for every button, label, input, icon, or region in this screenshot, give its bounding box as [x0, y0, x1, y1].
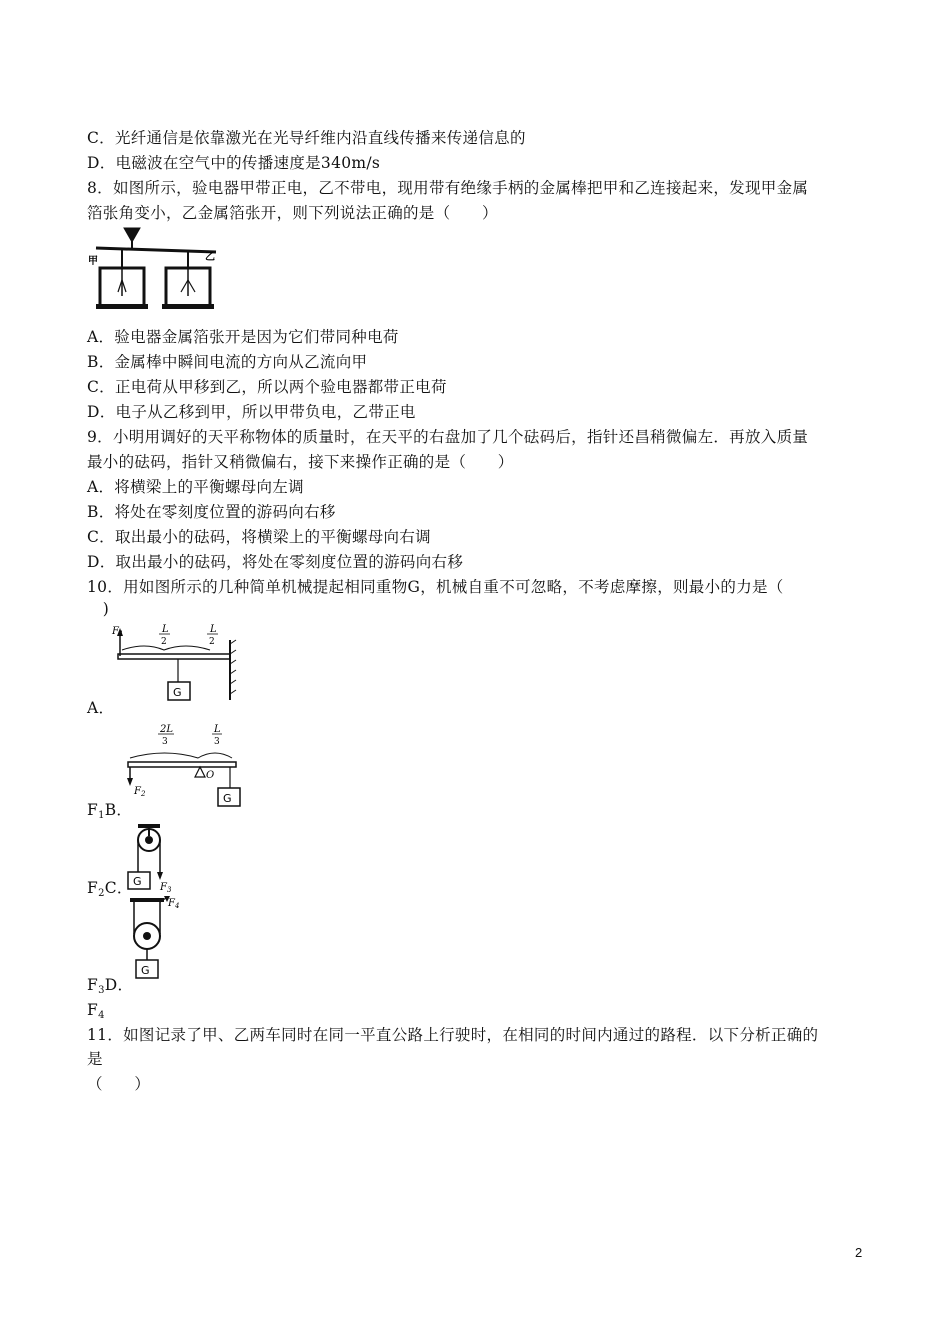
svg-text:F3 [159, 882, 172, 892]
weight-g-d: G [141, 964, 150, 977]
page-number: 2 [855, 1245, 863, 1260]
pulley-figure-c [124, 822, 184, 892]
force-f3-label: F [160, 882, 167, 892]
q9-option-b: B．将处在零刻度位置的游码向右移 [87, 503, 336, 521]
weight-g-c: G [133, 875, 142, 888]
f2-label: F [87, 879, 99, 897]
force-f4-label: F [168, 898, 175, 909]
q8-option-c: C．正电荷从甲移到乙，所以两个验电器都带正电荷 [87, 378, 447, 396]
half-num-1: L [162, 624, 169, 635]
right-den: 3 [214, 737, 220, 747]
option-c: C． [104, 879, 133, 897]
left-num: 2L [160, 724, 174, 735]
q10-stem-line2: ) [87, 600, 110, 618]
q10-f4-label [87, 1000, 105, 1026]
force-f4-sub: 4 [174, 902, 180, 910]
force-f1-label: F [112, 626, 119, 637]
f4-sub: 4 [98, 1010, 105, 1021]
q10-option-d-label [87, 975, 133, 1001]
half-num-2: L [210, 624, 217, 635]
label-jia: 甲 [88, 256, 98, 267]
lever-figure-a [110, 620, 240, 704]
q9-option-a: A．将横梁上的平衡螺母向左调 [87, 478, 304, 496]
force-f2-sub: 2 [140, 790, 146, 798]
left-den: 3 [162, 737, 168, 747]
q8-option-d: D．电子从乙移到甲，所以甲带负电，乙带正电 [87, 403, 416, 421]
f2-sub: 2 [98, 888, 105, 899]
q9-stem-line2: 最小的砝码，指针又稍微偏右，接下来操作正确的是（ ） [87, 453, 514, 471]
q8-option-b: B．金属棒中瞬间电流的方向从乙流向甲 [87, 353, 368, 371]
half-den-1: 2 [161, 637, 167, 647]
label-yi: 乙 [205, 252, 215, 263]
electroscope-figure [88, 226, 220, 314]
q9-stem-line1: 9．小明用调好的天平称物体的质量时，在天平的右盘加了几个砝码后，指针还昌稍微偏左．再放入质量 [87, 428, 809, 446]
f3-sub: 3 [98, 985, 105, 996]
force-f1-sub: 1 [118, 630, 124, 638]
option-d: D． [104, 976, 134, 994]
option-b: B． [104, 801, 133, 819]
q10-option-a-label: A． [87, 699, 115, 717]
weight-g-a: G [173, 686, 182, 699]
svg-text:F2 [133, 786, 146, 798]
pivot-o: O [206, 770, 215, 781]
q8-stem-line1: 8．如图所示，验电器甲带正电，乙不带电，现用带有绝缘手柄的金属棒把甲和乙连接起来，发现甲金属 [87, 179, 809, 197]
force-f2-label: F [134, 786, 141, 797]
f1-label: F [87, 801, 99, 819]
lever-figure-b [120, 720, 245, 812]
pulley-figure-d [124, 896, 184, 986]
f3-label: F [87, 976, 99, 994]
q7-option-c: C．光纤通信是依靠激光在光导纤维内沿直线传播来传递信息的 [87, 129, 526, 147]
q11-stem-line1: 11．如图记录了甲、乙两车同时在同一平直公路上行驶时，在相同的时间内通过的路程．以下分析正确的 [87, 1026, 819, 1044]
q7-option-d: D．电磁波在空气中的传播速度是340m/s [87, 154, 381, 172]
q8-stem-line2: 箔张角变小，乙金属箔张开，则下列说法正确的是（ ） [87, 204, 498, 222]
q11-stem-line2: 是 [87, 1050, 103, 1068]
half-den-2: 2 [209, 637, 215, 647]
q8-option-a: A．验电器金属箔张开是因为它们带同种电荷 [87, 328, 399, 346]
right-num: L [214, 724, 221, 735]
q9-option-d: D．取出最小的砝码，将处在零刻度位置的游码向右移 [87, 553, 464, 571]
weight-g-b: G [223, 792, 232, 805]
force-f3-sub: 3 [166, 886, 172, 892]
q10-stem-line1: 10．用如图所示的几种简单机械提起相同重物G，机械自重不可忽略，不考虑摩擦，则最小的力是（ [87, 578, 784, 596]
svg-text:F4 [167, 898, 179, 910]
svg-text:F1 [111, 626, 123, 638]
f1-sub: 1 [98, 810, 105, 821]
f4-label: F [87, 1001, 99, 1019]
q9-option-c: C．取出最小的砝码，将横梁上的平衡螺母向右调 [87, 528, 431, 546]
q11-stem-line3: （ ） [87, 1075, 151, 1093]
